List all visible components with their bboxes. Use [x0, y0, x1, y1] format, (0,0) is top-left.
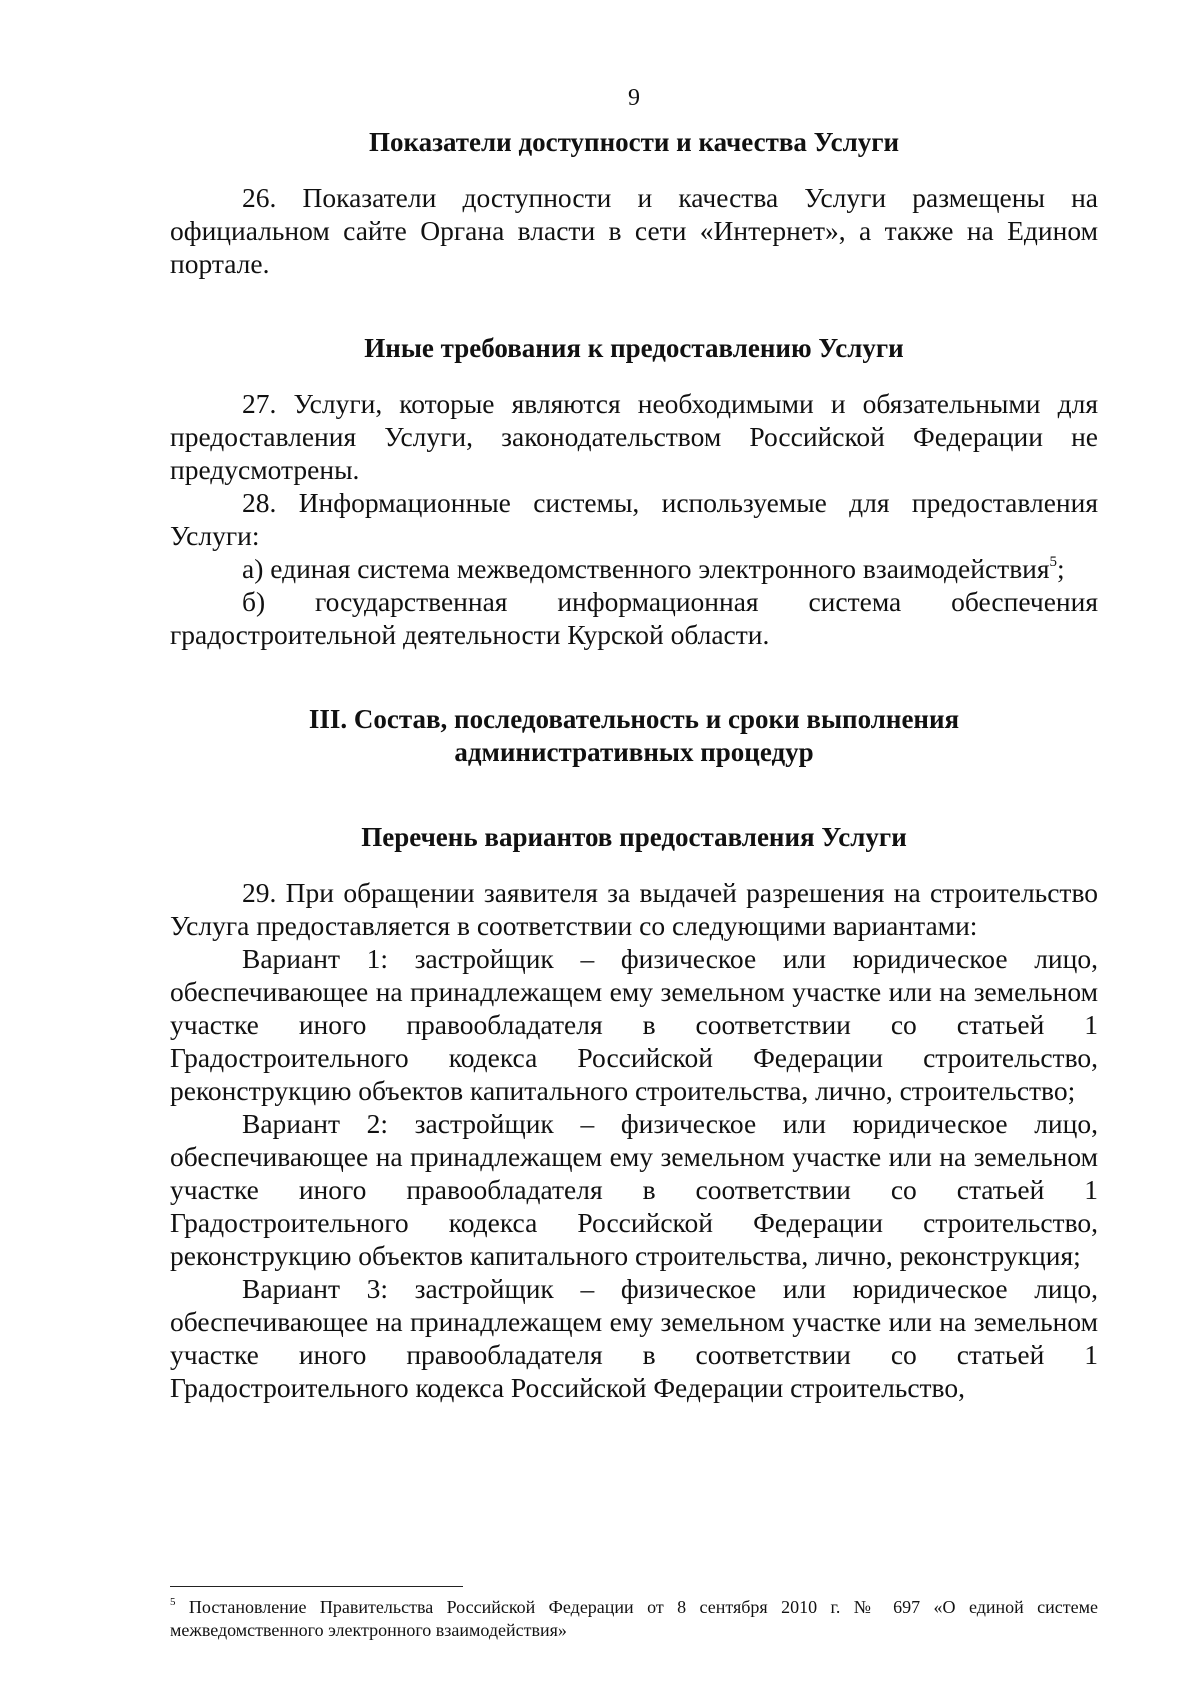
section-heading-accessibility: Показатели доступности и качества Услуги [368, 127, 900, 157]
paragraph-28a-text: а) единая система межведомственного электронного взаимодействия [242, 553, 1050, 584]
footnote-mark: 5 [170, 1596, 176, 1608]
footnote-text: Постановление Правительства Российской Федерации от 8 сентября 2010 г. № 697 «О единой системе межведомственного электронного взаимодействия» [170, 1597, 1098, 1640]
section-heading-variants: Перечень вариантов предоставления Услуги [361, 822, 907, 852]
paragraph-28a-end: ; [1057, 553, 1065, 584]
paragraph-27: 27. Услуги, которые являются необходимыми и обязательными для предоставления Услуги, законодательством Российской Федерации не предусмотрены. [170, 388, 1098, 485]
variant-1: Вариант 1: застройщик – физическое или юридическое лицо, обеспечивающее на принадлежащем ему земельном участке или на земельном участке иного правообладателя в соответствии со статьей 1 Градостроительного кодекса Российской Федерации строительство, реконструкцию объектов капитального строительства, лично, строительство; [170, 943, 1098, 1106]
variant-3: Вариант 3: застройщик – физическое или юридическое лицо, обеспечивающее на принадлежащем ему земельном участке или на земельном участке иного правообладателя в соответствии со статьей 1 Градостроительного кодекса Российской Федерации строительство, [170, 1273, 1098, 1403]
paragraph-28b: б) государственная информационная система обеспечения градостроительной деятельности Курской области. [170, 586, 1098, 650]
footnote-reference: 5 [1049, 554, 1058, 570]
paragraph-29: 29. При обращении заявителя за выдачей разрешения на строительство Услуга предоставляется в соответствии со следующими вариантами: [170, 877, 1098, 941]
footnote [170, 1596, 1098, 1642]
chapter-heading-line-2: административных процедур [454, 737, 814, 767]
document-body [170, 126, 1098, 1404]
page-number: 9 [628, 85, 640, 111]
paragraph-26: 26. Показатели доступности и качества Услуги размещены на официальном сайте Органа власти в сети «Интернет», а также на Едином портале. [170, 182, 1098, 279]
footnote-divider [170, 1586, 463, 1587]
chapter-heading-line-1: III. Состав, последовательность и сроки выполнения [308, 704, 960, 734]
paragraph-28: 28. Информационные системы, используемые для предоставления Услуги: [170, 487, 1098, 551]
section-heading-other-requirements: Иные требования к предоставлению Услуги [364, 333, 904, 363]
variant-2: Вариант 2: застройщик – физическое или юридическое лицо, обеспечивающее на принадлежащем ему земельном участке или на земельном участке иного правообладателя в соответствии со статьей 1 Градостроительного кодекса Российской Федерации строительство, реконструкцию объектов капитального строительства, лично, реконструкция; [170, 1108, 1098, 1271]
paragraph-28a [170, 552, 1098, 585]
